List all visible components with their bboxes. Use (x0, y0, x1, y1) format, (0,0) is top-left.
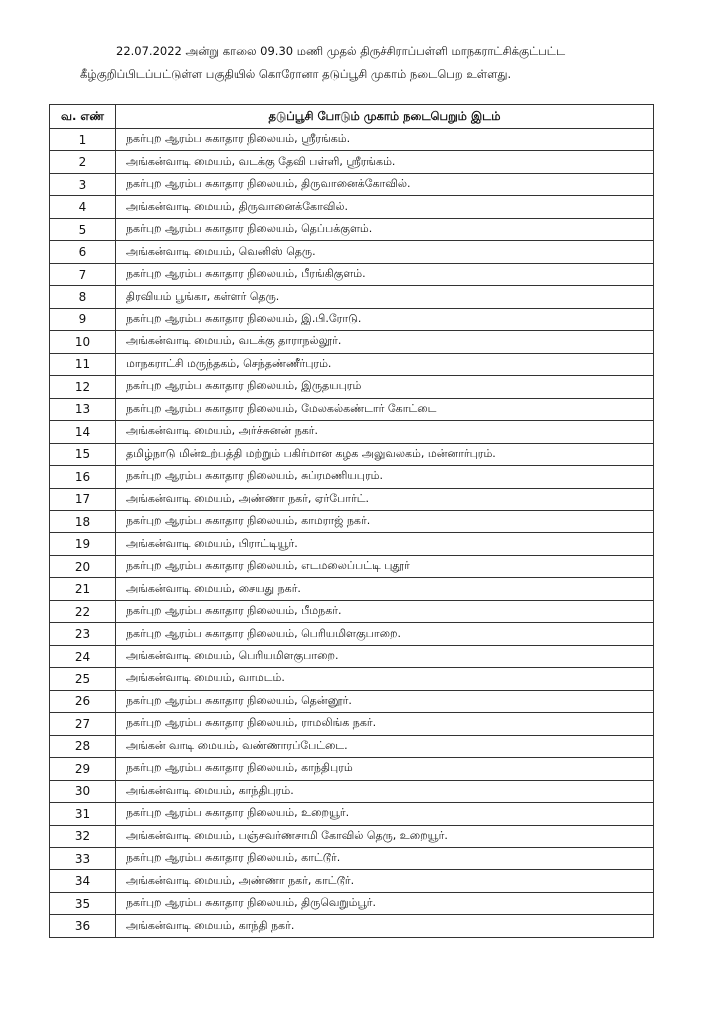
intro-line-1: 22.07.2022 அன்று காலை 09.30 மணி முதல் திருச்சிராப்பள்ளி மாநகராட்சிக்குட்பட்ட (116, 44, 566, 58)
camp-location-cell: மாநகராட்சி மருந்தகம், செந்தண்ணீர்புரம். (116, 353, 654, 375)
serial-number-cell: 35 (50, 892, 116, 914)
table-row (50, 870, 654, 892)
camp-location-cell: நகர்புற ஆரம்ப சுகாதார நிலையம், ராமலிங்க நகர். (116, 713, 654, 735)
camp-location-cell: அங்கன்வாடி மையம், அர்ச்சுனன் நகர். (116, 421, 654, 443)
table-row (50, 600, 654, 622)
table-row (50, 510, 654, 532)
camp-location-cell: திரவியம் பூங்கா, கள்ளர் தெரு. (116, 286, 654, 308)
camp-location-cell: நகர்புற ஆரம்ப சுகாதார நிலையம், திருவானைக்கோவில். (116, 173, 654, 195)
serial-number-cell: 34 (50, 870, 116, 892)
camp-location-cell: தமிழ்நாடு மின்உற்பத்தி மற்றும் பகிர்மான கழக அலுவலகம், மன்னார்புரம். (116, 443, 654, 465)
serial-number-cell: 27 (50, 713, 116, 735)
serial-number-cell: 24 (50, 645, 116, 667)
serial-number-cell: 33 (50, 848, 116, 870)
serial-number-cell: 9 (50, 308, 116, 330)
serial-number-cell: 22 (50, 600, 116, 622)
table-row (50, 443, 654, 465)
camp-location-cell: அங்கன்வாடி மையம், காந்திபுரம். (116, 780, 654, 802)
camp-location-cell: நகர்புற ஆரம்ப சுகாதார நிலையம், தெப்பக்குளம். (116, 218, 654, 240)
intro-line-2: கீழ்குறிப்பிடப்பட்டுள்ள பகுதியில் கொரோனா தடுப்பூசி முகாம் நடைபெற உள்ளது. (80, 67, 512, 81)
table-row (50, 218, 654, 240)
table-row (50, 533, 654, 555)
table-row (50, 398, 654, 420)
camp-location-header: தடுப்பூசி போடும் முகாம் நடைபெறும் இடம் (116, 105, 654, 129)
serial-number-cell: 31 (50, 803, 116, 825)
camp-location-cell: அங்கன்வாடி மையம், சையது நகர். (116, 578, 654, 600)
serial-number-cell: 13 (50, 398, 116, 420)
serial-number-cell: 5 (50, 218, 116, 240)
camp-location-cell: அங்கன்வாடி மையம், அண்ணா நகர், காட்டூர். (116, 870, 654, 892)
table-row (50, 713, 654, 735)
serial-number-cell: 19 (50, 533, 116, 555)
camp-location-cell: அங்கன் வாடி மையம், வண்ணாரப்பேட்டை. (116, 735, 654, 757)
table-row (50, 286, 654, 308)
serial-number-cell: 23 (50, 623, 116, 645)
camp-location-cell: நகர்புற ஆரம்ப சுகாதார நிலையம், பீரங்கிகுளம். (116, 263, 654, 285)
serial-number-cell: 11 (50, 353, 116, 375)
camp-location-cell: அங்கன்வாடி மையம், பஞ்சவர்ணசாமி கோவில் தெரு, உறையூர். (116, 825, 654, 847)
camp-location-cell: நகர்புற ஆரம்ப சுகாதார நிலையம், சுப்ரமணியபுரம். (116, 466, 654, 488)
table-row (50, 466, 654, 488)
serial-number-cell: 36 (50, 915, 116, 937)
camp-location-cell: நகர்புற ஆரம்ப சுகாதார நிலையம், தென்னூர். (116, 690, 654, 712)
table-row (50, 690, 654, 712)
serial-number-cell: 32 (50, 825, 116, 847)
camp-location-cell: நகர்புற ஆரம்ப சுகாதார நிலையம், ஸ்ரீரங்கம். (116, 129, 654, 151)
table-row (50, 645, 654, 667)
table-row (50, 241, 654, 263)
intro-paragraph (80, 40, 680, 86)
serial-number-header: வ. எண் (50, 105, 116, 129)
serial-number-cell: 14 (50, 421, 116, 443)
camp-location-cell: நகர்புற ஆரம்ப சுகாதார நிலையம், மேலகல்கண்டார் கோட்டை (116, 398, 654, 420)
serial-number-cell: 1 (50, 129, 116, 151)
table-row (50, 848, 654, 870)
table-row (50, 803, 654, 825)
table-row (50, 421, 654, 443)
table-body (50, 129, 654, 938)
camp-location-cell: நகர்புற ஆரம்ப சுகாதார நிலையம், பெரியமிளகுபாறை. (116, 623, 654, 645)
serial-number-cell: 3 (50, 173, 116, 195)
camp-location-cell: அங்கன்வாடி மையம், பிராட்டியூர். (116, 533, 654, 555)
serial-number-cell: 8 (50, 286, 116, 308)
table-row (50, 331, 654, 353)
serial-number-cell: 16 (50, 466, 116, 488)
table-row (50, 488, 654, 510)
camp-location-cell: நகர்புற ஆரம்ப சுகாதார நிலையம், காட்டூர். (116, 848, 654, 870)
camp-location-cell: அங்கன்வாடி மையம், திருவானைக்கோவில். (116, 196, 654, 218)
table-row (50, 623, 654, 645)
camp-location-cell: அங்கன்வாடி மையம், அண்ணா நகர், ஏர்போர்ட். (116, 488, 654, 510)
camp-location-cell: நகர்புற ஆரம்ப சுகாதார நிலையம், இ.பி.ரோடு. (116, 308, 654, 330)
camp-location-cell: நகர்புற ஆரம்ப சுகாதார நிலையம், பீமநகர். (116, 600, 654, 622)
camp-location-cell: நகர்புற ஆரம்ப சுகாதார நிலையம், இருதயபுரம் (116, 376, 654, 398)
table-row (50, 915, 654, 937)
table-row (50, 668, 654, 690)
table-row (50, 825, 654, 847)
table-row (50, 555, 654, 577)
serial-number-cell: 2 (50, 151, 116, 173)
serial-number-cell: 4 (50, 196, 116, 218)
serial-number-cell: 18 (50, 510, 116, 532)
serial-number-cell: 21 (50, 578, 116, 600)
camp-location-cell: நகர்புற ஆரம்ப சுகாதார நிலையம், திருவெறும்பூர். (116, 892, 654, 914)
table-row (50, 196, 654, 218)
table-row (50, 173, 654, 195)
serial-number-cell: 7 (50, 263, 116, 285)
camp-location-cell: நகர்புற ஆரம்ப சுகாதார நிலையம், காமராஜ் நகர். (116, 510, 654, 532)
serial-number-cell: 25 (50, 668, 116, 690)
camp-location-cell: அங்கன்வாடி மையம், வெனிஸ் தெரு. (116, 241, 654, 263)
table-row (50, 578, 654, 600)
table-row (50, 758, 654, 780)
serial-number-cell: 29 (50, 758, 116, 780)
serial-number-cell: 20 (50, 555, 116, 577)
table-row (50, 353, 654, 375)
table-row (50, 892, 654, 914)
table-row (50, 780, 654, 802)
camp-location-cell: நகர்புற ஆரம்ப சுகாதார நிலையம், உறையூர். (116, 803, 654, 825)
camp-location-cell: அங்கன்வாடி மையம், வாமடம். (116, 668, 654, 690)
table-row (50, 263, 654, 285)
camp-location-cell: அங்கன்வாடி மையம், காந்தி நகர். (116, 915, 654, 937)
table-row (50, 308, 654, 330)
serial-number-cell: 28 (50, 735, 116, 757)
table-row (50, 129, 654, 151)
serial-number-cell: 15 (50, 443, 116, 465)
camp-location-cell: நகர்புற ஆரம்ப சுகாதார நிலையம், எடமலைப்பட்டி புதூர் (116, 555, 654, 577)
serial-number-cell: 12 (50, 376, 116, 398)
camp-location-cell: அங்கன்வாடி மையம், வடக்கு தாராநல்லூர். (116, 331, 654, 353)
table-header-row (50, 105, 654, 129)
vaccination-camp-table (49, 104, 654, 938)
serial-number-cell: 17 (50, 488, 116, 510)
table-row (50, 735, 654, 757)
table-row (50, 376, 654, 398)
serial-number-cell: 26 (50, 690, 116, 712)
serial-number-cell: 6 (50, 241, 116, 263)
serial-number-cell: 30 (50, 780, 116, 802)
serial-number-cell: 10 (50, 331, 116, 353)
camp-location-cell: அங்கன்வாடி மையம், வடக்கு தேவி பள்ளி, ஸ்ரீரங்கம். (116, 151, 654, 173)
camp-location-cell: அங்கன்வாடி மையம், பெரியமிளகுபாறை. (116, 645, 654, 667)
camp-location-cell: நகர்புற ஆரம்ப சுகாதார நிலையம், காந்திபுரம் (116, 758, 654, 780)
table-row (50, 151, 654, 173)
